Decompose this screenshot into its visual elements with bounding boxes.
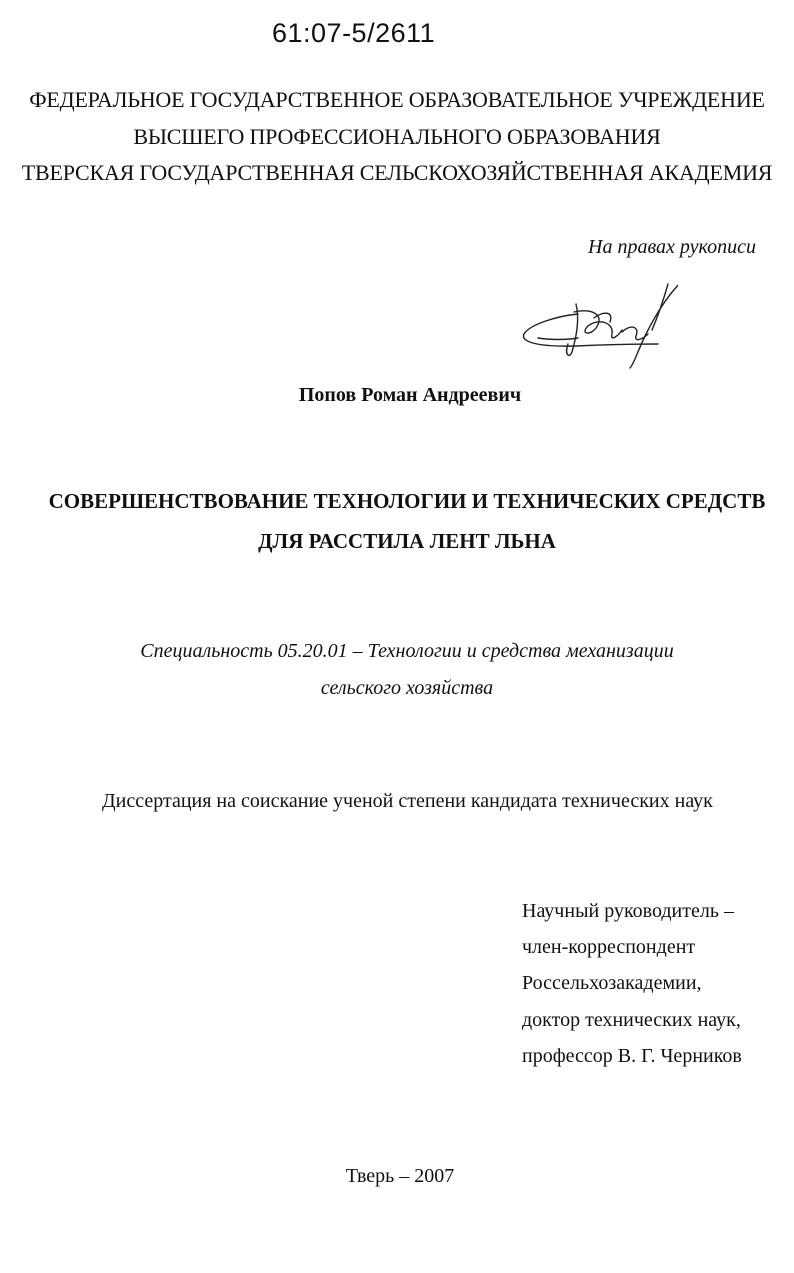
advisor-line-2: член-корреспондент (522, 936, 696, 958)
place-year: Тверь – 2007 (345, 1165, 455, 1187)
handwritten-signature (518, 272, 678, 372)
title-line-2: ДЛЯ РАССТИЛА ЛЕНТ ЛЬНА (258, 529, 556, 553)
advisor-line-3: Россельхозакадемии, (522, 972, 702, 994)
specialty-line-1: Специальность 05.20.01 – Технологии и средства механизации (140, 640, 674, 662)
advisor-line-5: профессор В. Г. Черников (522, 1045, 742, 1067)
institution-line-1: ФЕДЕРАЛЬНОЕ ГОСУДАРСТВЕННОЕ ОБРАЗОВАТЕЛЬНОЕ УЧРЕЖДЕНИЕ (29, 87, 765, 112)
institution-line-2: ВЫСШЕГО ПРОФЕССИОНАЛЬНОГО ОБРАЗОВАНИЯ (133, 124, 661, 149)
institution-line-3: ТВЕРСКАЯ ГОСУДАРСТВЕННАЯ СЕЛЬСКОХОЗЯЙСТВЕННАЯ АКАДЕМИЯ (21, 160, 773, 185)
author-name: Попов Роман Андреевич (298, 384, 522, 406)
dissertation-note: Диссертация на соискание ученой степени кандидата технических наук (102, 790, 713, 812)
archive-code: 61:07-5/2611 (272, 18, 436, 48)
title-line-1: СОВЕРШЕНСТВОВАНИЕ ТЕХНОЛОГИИ И ТЕХНИЧЕСКИХ СРЕДСТВ (48, 489, 766, 513)
advisor-line-4: доктор технических наук, (522, 1009, 741, 1031)
manuscript-note: На правах рукописи (588, 236, 756, 258)
specialty-line-2: сельского хозяйства (320, 677, 494, 699)
advisor-line-1: Научный руководитель – (522, 900, 734, 922)
